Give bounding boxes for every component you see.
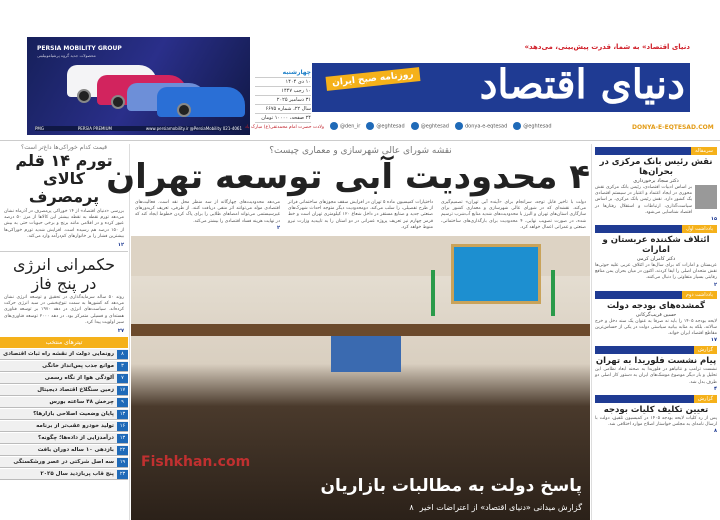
issue-number: سال ۲۲، شماره ۶۶۷۵	[255, 105, 311, 114]
headline-list-item[interactable]	[0, 445, 128, 456]
side-article-text: عربستان و امارات که برای سال‌ها در ائتلاف عربی علیه حوثی‌ها نقش متحدان اصلی را ایفا کردند، اکنون در میان بحران یمن منافع رقابتی بسیار متفاوتی را دنبال می‌کنند.	[595, 263, 717, 281]
page-number: ۱۳	[117, 434, 128, 443]
page-count-price: ۲۴ صفحه، ۱۰۰۰۰ تومان	[255, 114, 311, 123]
wheel	[77, 89, 91, 103]
headline-list-item[interactable]	[0, 421, 128, 432]
page-number: ۲۳	[117, 470, 128, 479]
ad-logo: PMG	[35, 126, 44, 131]
wheel	[111, 95, 125, 109]
left-headline[interactable]: تورم ۱۴ قلم کالای پرمصرف	[15, 151, 113, 206]
page-ref: ۴	[713, 385, 717, 392]
twitter-icon	[411, 122, 419, 130]
newspaper-logo: دنیای اقتصاد	[479, 61, 685, 108]
selected-headlines-list	[0, 349, 128, 480]
section-tag: یادداشت اول	[682, 225, 717, 233]
author: دکتر کامران کرمی	[636, 256, 676, 263]
twitter-link[interactable]: @eghtesad	[411, 122, 449, 130]
side-article-text: لایحه بودجه ۱۴۰۵ را باید نه صرفا به عنوان یک سند دخل و خرج سالانه، بلکه به مثابه بیانیه سیاستی دولت در یکی از حساس‌ترین مقاطع اقتصاد ایران خواند.	[595, 318, 717, 337]
section-bar	[595, 147, 691, 155]
headline-text: رونمایی دولت از نقشه راه ثبات اقتصادی	[3, 351, 114, 358]
main-kicker: نقشه شورای عالی شهرسازی و معماری چیست؟	[269, 146, 452, 156]
left-story-text: بررسی «دنیای اقتصاد» از ۱۴ خوراکی پرمصرف در آذرماه نشان می‌دهد تورم نقطه به نقطه بیشتر این کالاها از مرز ۵۰ درصد عبور کرده و در اقلامی مانند برنج و برخی حبوبات حتی به بیش از ۱۵۰ درصد هم رسیده است. افزایش شدید تورم خوراکی‌ها بیشترین فشار را بر خانوارهای کم‌درآمد وارد می‌کند.	[4, 209, 125, 239]
headline-list-item[interactable]	[0, 385, 128, 396]
page-number: ۱۳	[117, 410, 128, 419]
main-story-col-1: دولت با تاخیر قابل توجه، سرانجام برای «آینده آبی تهران» تصمیم‌گیری می‌کند. نقشه‌ای که در شورای عالی شهرسازی و معماری کشور برای سازگاری استان‌های تهران و البرز با محدودیت‌های شدید منابع آب‌شرب ترسیم شده، در صورت تصویب نهایی، ۴ محدودیت برای بارگذاری‌های ساختمانی، صنعتی و عمرانی اعمال خواهد کرد.	[441, 200, 586, 230]
main-story-col-3: می‌دهد محدودیت‌های چهارگانه از سه منظر محل نقد است. فعالیت‌های اقتصادی مولد می‌توانند اثر منفی دریافت کنند. از طرفی، تعریف کریدورهای غیرسیستمی می‌تواند امضاهای طلایی را برای پاک کردن خطوط ایجاد کند که در نهایت هزینه فساد اقتصادی را بیشتر می‌کند.	[135, 200, 280, 224]
author-photo	[695, 185, 717, 209]
divider	[0, 140, 720, 141]
wheel	[177, 103, 191, 117]
side-article	[592, 343, 720, 392]
headline-list-item[interactable]	[0, 397, 128, 408]
page-ref: ۱۲	[117, 242, 124, 249]
side-article-text: بر اساس ادبیات اقتصادی، رئیس بانک مرکزی نقش محوری در ایجاد اعتماد و اعتبار در سیستم اقتصادی یک کشور دارد. نقش رئیس بانک مرکزی، بر اساس سیاست‌گذاری، ارتباطات و استقلال رفتارها در اقتصاد شناسایی می‌شود.	[595, 185, 692, 215]
energy-headline[interactable]: حکمرانی انرژی در پنج فاز	[12, 255, 116, 294]
main-story-col-2: داختیارات کمیسیون ماده ۵ تهران در افزایش سقف مجوزهای ساختمانی فراتر از طرح تفصیلی، را سلب می‌کند. دومحدودیت دیگر متوجه احداث شهرک‌های صنعتی جدید و صنایع مستقر در داخل شعاع ۱۲۰ کیلومتری تهران است و خط قرمز چهارم نیز تعریف پروژه عمرانی در دو استان را به تاییدیه وزارت نیرو منوط خواهد کرد.	[288, 200, 433, 230]
right-column	[592, 144, 720, 434]
ad-subtitle: محصولات جدید گروه پرشیاموبیلیتی	[37, 53, 96, 58]
section-bar	[595, 291, 682, 299]
page-ref: ۲۷	[117, 328, 124, 335]
page-number: ۹	[117, 398, 128, 407]
author: دکتر سجاد برخورداری	[633, 178, 679, 184]
photo-headline[interactable]: پاسخ دولت به مطالبات بازاریان	[320, 476, 582, 496]
page-ref: ۱۵	[710, 216, 717, 223]
side-article	[592, 222, 720, 288]
page-number: ۱۶	[117, 422, 128, 431]
emblem-panel	[451, 244, 541, 304]
headline-list-item[interactable]	[0, 469, 128, 480]
flag	[431, 270, 435, 316]
page-number: ۳	[117, 362, 128, 371]
page-number: ۱۹	[117, 458, 128, 467]
page-number: ۱۷	[117, 386, 128, 395]
section-bar	[595, 395, 694, 403]
threads-link[interactable]: @eghtesad	[513, 122, 551, 130]
photo-caption: گزارش میدانی «دنیای اقتصاد» از اعتراضات اخیر	[419, 503, 582, 512]
selected-headlines-header: تیترهای منتخب	[0, 337, 128, 348]
left-kicker: قیمت کدام خوراکی‌ها داغ‌تر است؟	[21, 144, 107, 151]
instagram-icon	[366, 122, 374, 130]
energy-text: روند ۵۰ ساله سرمایه‌گذاری در تحقیق و توسعه انرژی نشان می‌دهد که کشورها به سمت تنوع‌بخشی در سبد انرژی حرکت کرده‌اند. سیاست‌های انرژی در دهه ۱۹۷۰ بر توسعه فناوری هسته‌ای و فسیلی متمرکز بود. در دهه ۲۰۰۰ توسعه فناوری‌های سبز اولویت پیدا کرد.	[4, 295, 124, 325]
page-number: ۷	[117, 374, 128, 383]
side-article-title[interactable]: ائتلاف شکننده عربستان و امارات	[602, 235, 710, 256]
ad-brand: PERSIA MOBILITY GROUP	[37, 45, 122, 52]
main-headline[interactable]: ۴ محدودیت آبی توسعه تهران	[106, 157, 590, 197]
headline-text: چرخش ۴۸ ساعته بورس	[49, 399, 114, 406]
page-ref: ۸	[713, 428, 717, 435]
section-bar	[595, 225, 682, 233]
side-article-title[interactable]: گمشده‌های بودجه دولت	[606, 300, 705, 311]
headline-text: درآمدزایی از داده‌ها؛ چگونه؟	[38, 435, 114, 442]
side-article-text: نشست ترامپ و نتانیاهو در فلوریدا به صحنه ابعاد نظامی این تحلیل و بار دیگر موضوع موشک‌های ایران به دستور کار اصلی دو طرف بدل شد.	[595, 367, 717, 385]
side-article	[592, 144, 720, 222]
side-article	[592, 288, 720, 344]
telegram-icon	[330, 122, 338, 130]
side-article-text: پس از رد کلیات لایحه بودجه ۱۴۰۵ در کمیسیون تلفیق، دولت با ارسال نامه‌ای به مجلس خواستار اصلاح موارد اختلافی شد.	[595, 415, 718, 428]
section-bar	[595, 346, 694, 354]
issue-date-box	[255, 68, 311, 123]
date-lunar: ۱۰ رجب ۱۴۴۷	[255, 87, 311, 96]
headline-text: آلودگی هوا از نگاه رسمی	[44, 375, 114, 382]
threads-icon	[513, 122, 521, 130]
side-article-title[interactable]: تعیین تکلیف کلیات بودجه	[603, 404, 709, 415]
divider	[129, 144, 130, 520]
page-ref: ۲	[713, 281, 717, 288]
headline-text: موانع جذب پس‌انداز خانگی	[42, 363, 114, 370]
page-ref: ۸	[409, 503, 414, 512]
ad-logo: PERSIA PREMIUM	[77, 126, 112, 131]
headline-text: سه اصل شرکتی در عصر ورشکستگی	[13, 459, 114, 466]
flag	[551, 270, 555, 316]
date-solar: ۱۰ دی ۱۴۰۴	[255, 78, 311, 87]
instagram-link[interactable]: @eghtesad	[366, 122, 404, 130]
page-number: ۸	[117, 350, 128, 359]
masthead-badge: روزنامه صبح ایران	[326, 67, 421, 91]
headline-list-item[interactable]	[0, 361, 128, 372]
ad-contact: www.persiamobility.ir @PersiaMobility 021-4061	[145, 126, 242, 131]
headline-text: پایان وضعیت اصلاحی بازارها؟	[33, 411, 114, 418]
section-tag: گزارش	[694, 395, 717, 403]
occasion-note: ولادت حضرت امام محمدتقی(ع) مبارک باد	[244, 125, 324, 130]
headline-text: بازدهی ۱۰ ساله دوران بافت	[37, 447, 114, 454]
headline-list-item[interactable]	[0, 349, 128, 360]
linkedin-icon	[455, 122, 463, 130]
telegram-link[interactable]: @den_ir	[330, 122, 360, 130]
table-centerpiece	[331, 336, 401, 372]
headline-list-item[interactable]	[0, 433, 128, 444]
headline-text: پنج قاب پربازدید سال ۲۰۲۵	[40, 471, 114, 478]
headline-list-item[interactable]	[0, 373, 128, 384]
website-url[interactable]: DONYA-E-EQTESAD.COM	[632, 124, 714, 131]
section-tag: سرمقاله	[691, 147, 717, 155]
side-article-title[interactable]: پیام نشست فلوریدا به تهران	[595, 356, 717, 367]
tagline: «دنیای اقتصاد» به شما، قدرت پیش‌بینی، می‌دهد	[524, 43, 690, 51]
side-article	[592, 392, 720, 434]
page-number: ۲۲	[117, 446, 128, 455]
weekday: چهارشنبه	[255, 68, 311, 78]
car-advertisement[interactable]	[27, 37, 250, 135]
headline-text: زمین سنگلاخ اقتصاد دیجیتال	[37, 387, 114, 394]
section-tag: یادداشت دوم	[682, 291, 717, 299]
linkedin-link[interactable]: donya-e-eqtesad	[455, 122, 507, 130]
cabinet-meeting-photo[interactable]	[131, 236, 590, 520]
side-article-title[interactable]: نقش رئیس بانک مرکزی در بحران‌ها	[599, 157, 713, 177]
headline-list-item[interactable]	[0, 457, 128, 468]
author: حسین قریب‌گرکانی	[635, 311, 677, 318]
watermark: Fishkhan.com	[141, 454, 251, 470]
section-tag: گزارش	[694, 346, 717, 354]
headline-text: تولید خودرو عقب‌تر از برنامه	[36, 423, 114, 430]
social-links	[330, 122, 626, 130]
page-ref: ۲	[276, 224, 280, 231]
car-blue	[157, 87, 245, 117]
headline-list-item[interactable]	[0, 409, 128, 420]
date-gregorian: ۳۱ دسامبر ۲۰۲۵	[255, 96, 311, 105]
page-ref: ۱۷	[710, 337, 717, 344]
